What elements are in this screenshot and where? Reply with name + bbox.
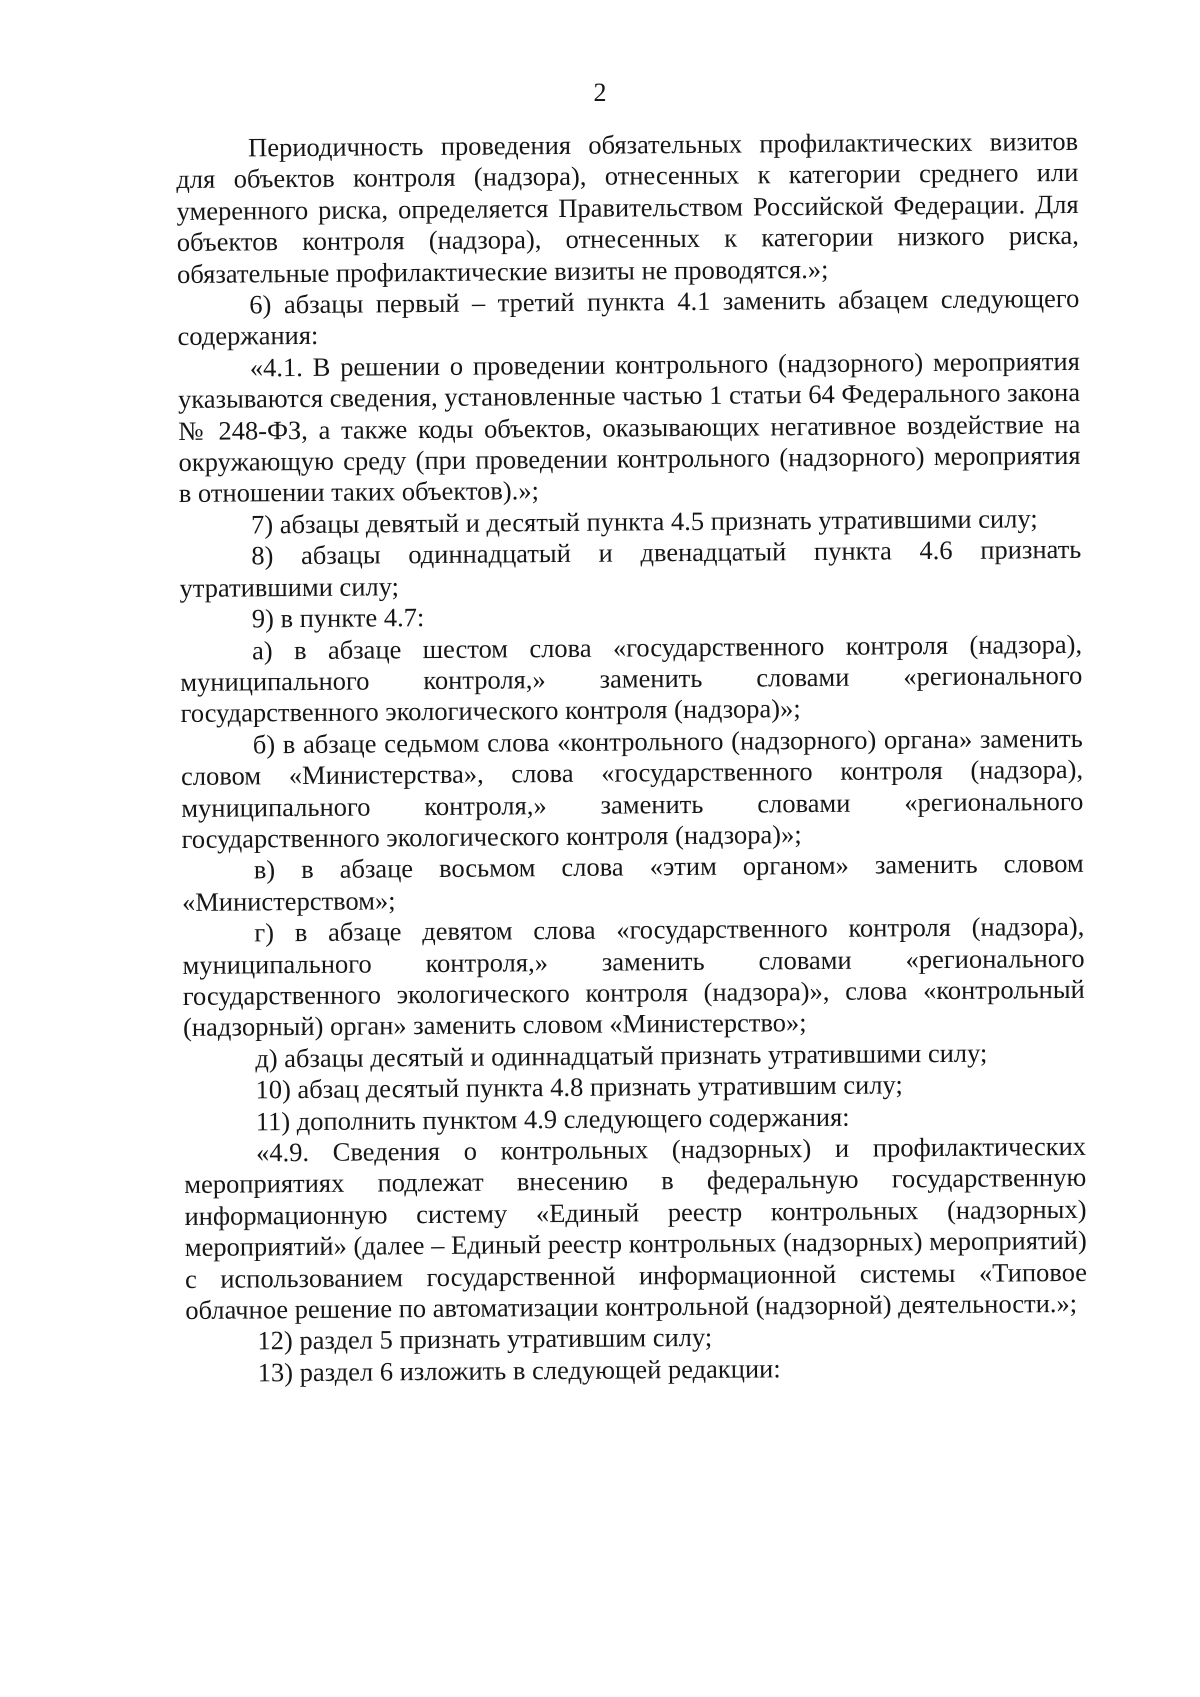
page-number: 2 xyxy=(593,78,607,107)
paragraph-item-12: 12) раздел 5 признать утратившим силу; xyxy=(257,1322,713,1356)
paragraph-clause-4-1: «4.1. В решении о проведении контрольного (надзорного) мероприятия указываются сведения, установленные частью 1 статьи 64 Федерального закона № 248-ФЗ, а также коды объектов, оказывающих негативное воздействие на окружающую среду (при проведении контрольного (надзорного) мероприятия в отношении таких объектов).»; xyxy=(177,345,1081,509)
paragraph-item-10: 10) абзац десятый пункта 4.8 признать утратившим силу; xyxy=(255,1069,903,1105)
paragraph-risk-periodicity: Периодичность проведения обязательных профилактических визитов для объектов контроля (надзора), отнесенных к категории среднего или умеренного риска, определяется Правительством Российской Федерации. Для объектов контроля (надзора), отнесенных к категории низкого риска, обязательные профилактические визиты не проводятся.»; xyxy=(176,125,1079,289)
paragraph-clause-4-9: «4.9. Сведения о контрольных (надзорных) и профилактических мероприятиях подлежат внесению в федеральную государственную информационную систему «Единый реестр контрольных (надзорных) мероприятий» (далее – Единый реестр контрольных (надзорных) мероприятий) с использованием государственной информационной системы «Типовое облачное решение по автоматизации контрольной (надзорной) деятельности.»; xyxy=(184,1130,1088,1325)
document-body xyxy=(176,126,1088,1389)
paragraph-item-13: 13) раздел 6 изложить в следующей редакции: xyxy=(257,1353,781,1388)
paragraph-item-9: 9) в пункте 4.7: xyxy=(251,602,425,634)
paragraph-item-8: 8) абзацы одиннадцатый и двенадцатый пункта 4.6 признать утратившими силу; xyxy=(179,534,1082,603)
paragraph-item-9-b: б) в абзаце седьмом слова «контрольного (надзорного) органа» заменить словом «Министерства», слова «государственного контроля (надзора), муниципального контроля,» заменить словами «регионального государственного экологического контроля (надзора)»; xyxy=(180,722,1084,854)
paragraph-item-7: 7) абзацы девятый и десятый пункта 4.5 признать утратившими силу; xyxy=(250,503,1038,540)
paragraph-item-11: 11) дополнить пунктом 4.9 следующего содержания: xyxy=(255,1101,850,1136)
paragraph-item-9-v: в) в абзаце восьмом слова «этим органом» заменить словом «Министерством»; xyxy=(181,848,1084,917)
paragraph-item-9-a: а) в абзаце шестом слова «государственного контроля (надзора), муниципального контроля,» заменить словами «регионального государственного экологического контроля (надзора)»; xyxy=(180,628,1083,729)
paragraph-item-9-d: д) абзацы десятый и одиннадцатый признать утратившими силу; xyxy=(255,1037,988,1074)
paragraph-item-6: 6) абзацы первый – третий пункта 4.1 заменить абзацем следующего содержания: xyxy=(177,282,1080,352)
paragraph-item-9-g: г) в абзаце девятом слова «государственного контроля (надзора), муниципального контроля,» заменить словами «регионального государственного экологического контроля (надзора)», слова «контрольный (надзорный) орган» заменить словом «Министерство»; xyxy=(182,911,1085,1043)
